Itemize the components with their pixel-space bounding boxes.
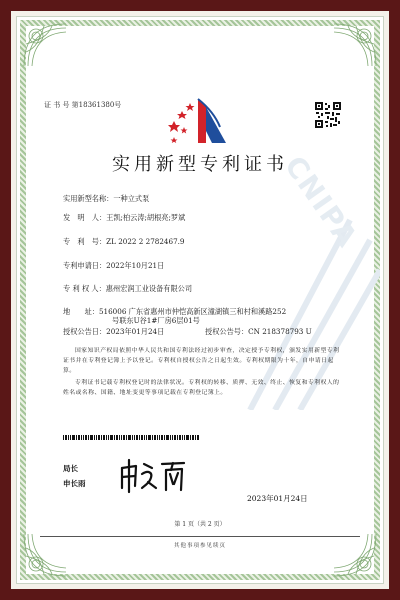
value-grant-date: 2023年01月24日 <box>106 327 165 336</box>
corner-ornament-bottom-left <box>22 532 68 578</box>
corner-ornament-top-right <box>332 22 378 68</box>
field-utility-model-name <box>63 194 149 204</box>
field-grant-number <box>205 327 312 337</box>
value-inventor: 王凯;柏云涛;胡根亮;罗斌 <box>106 213 186 222</box>
field-address-line-2 <box>112 316 200 326</box>
value-patent-number: ZL 2022 2 2782467.9 <box>106 237 185 246</box>
page-number: 第 1 页（共 2 页） <box>174 521 226 528</box>
label-inventor: 发 明 人： <box>63 213 107 222</box>
signature-title-name: 申长雨 <box>63 479 86 488</box>
label-patent-number: 专 利 号： <box>63 237 107 246</box>
document-title: 实用新型专利证书 <box>112 154 288 175</box>
value-grant-number: CN 218378793 U <box>248 327 312 336</box>
field-application-date <box>63 261 164 271</box>
value-patentee: 惠州宏润工业设备有限公司 <box>105 284 193 293</box>
certificate-number: 证 书 号 第18361380号 <box>44 101 122 109</box>
grant-statement-paragraph: 国家知识产权局依照中华人民共和国专利法经过初步审查，决定授予专利权，颁发实用新型专利证书并在专利登记簿上予以登记。专利权自授权公告之日起生效。专利权期限为十年，自申请日起算。 <box>63 348 340 374</box>
footer-divider <box>40 536 360 537</box>
value-address-line-1: 516006 广东省惠州市仲恺高新区潼湖镇三和村和溪路252 <box>98 307 287 316</box>
label-address: 地 址： <box>63 307 99 316</box>
barcode-icon <box>63 435 199 440</box>
value-address-line-2: 号联东U谷1#厂房6层01号 <box>112 316 200 325</box>
qr-code-icon <box>315 102 341 128</box>
label-grant-number: 授权公告号： <box>205 327 249 336</box>
label-utility-model-name: 实用新型名称： <box>63 194 114 203</box>
field-patent-number <box>63 237 185 247</box>
footer-note: 其他事项参见续页 <box>173 543 226 549</box>
signature-title-director: 局长 <box>63 464 78 473</box>
corner-ornament-bottom-right <box>332 532 378 578</box>
label-grant-date: 授权公告日： <box>63 327 107 336</box>
value-utility-model-name: 一种立式泵 <box>113 194 150 203</box>
label-application-date: 专利申请日： <box>63 261 107 270</box>
field-patentee <box>63 284 192 294</box>
issue-date: 2023年01月24日 <box>247 494 308 503</box>
label-patentee: 专 利 权 人： <box>63 284 106 293</box>
corner-ornament-top-left <box>22 22 68 68</box>
value-application-date: 2022年10月21日 <box>106 261 165 270</box>
handwritten-signature <box>118 458 188 494</box>
cnipa-watermark: CNIPA <box>277 150 365 255</box>
cnipa-logo-icon <box>168 97 228 143</box>
legal-status-paragraph: 专利证书记载专利权登记时的法律状况。专利权的转移、质押、无效、终止、恢复和专利权人的姓名或名称、国籍、地址变更等事项记载在专利登记簿上。 <box>63 380 340 396</box>
field-inventor <box>63 213 185 223</box>
field-grant-date <box>63 327 164 337</box>
